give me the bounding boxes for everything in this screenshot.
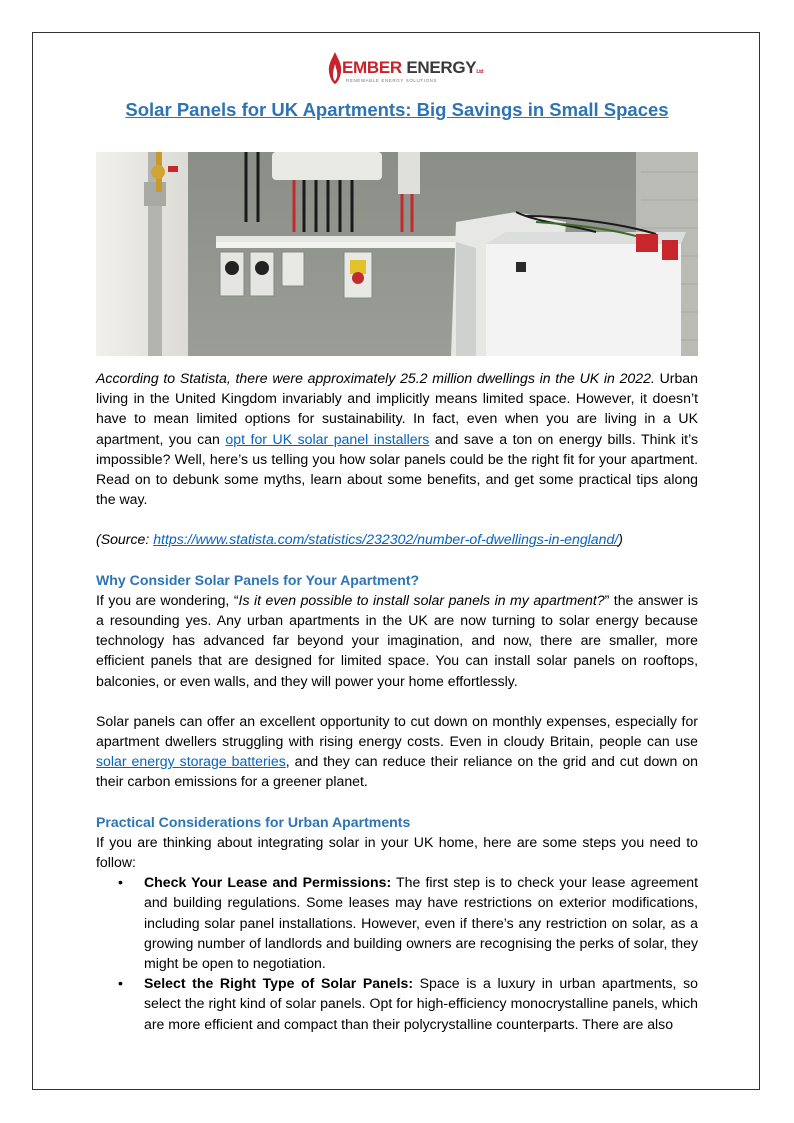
page-title[interactable]: Solar Panels for UK Apartments: Big Savings in Small Spaces	[125, 99, 669, 120]
storage-batteries-link[interactable]: solar energy storage batteries	[96, 753, 286, 770]
source-line	[96, 529, 698, 549]
considerations-list	[96, 872, 698, 1034]
brand-suffix: Ltd	[476, 69, 484, 75]
why-paragraph-2	[96, 711, 698, 792]
solar-installers-link[interactable]: opt for UK solar panel installers	[225, 430, 430, 447]
why-paragraph-1	[96, 590, 698, 691]
list-item	[96, 872, 698, 973]
list-item-title: Check Your Lease and Permissions:	[144, 874, 392, 891]
source-prefix: (Source:	[96, 531, 154, 548]
why-p1-question: Is it even possible to install solar panels in my apartment?	[238, 591, 605, 608]
list-item	[96, 973, 698, 1034]
intro-text-2: and save a ton on energy bills. Think it’s impossible? Well, here’s us telling you how solar panels could be the right fit for your apartment. Read on to debunk some myths, learn about some benefits, and get some practical tips along the way.	[96, 430, 698, 508]
brand-tagline: RENEWABLE ENERGY SOLUTIONS	[346, 78, 438, 83]
list-item-text: Space is a luxury in urban apartments, so select the right kind of solar panels. Opt for high-efficiency monocrystalline panels, which are more efficient and compact than their polycrystalline counterparts. There are also	[144, 975, 698, 1032]
bullet-icon: •	[118, 874, 123, 891]
section-heading-practical: Practical Considerations for Urban Apartments	[96, 813, 411, 830]
article-body	[96, 368, 698, 1034]
bullet-icon: •	[118, 975, 123, 992]
section-heading-why: Why Consider Solar Panels for Your Apartment?	[96, 571, 420, 588]
why-p2-text-a: Solar panels can offer an excellent opportunity to cut down on monthly expenses, especially for apartment dwellers struggling with rising energy costs. Even in cloudy Britain, people can use	[96, 712, 698, 750]
brand-name-part1: EMBER	[342, 58, 402, 77]
brand-name	[342, 58, 483, 78]
why-p2-text-b: , and they can reduce their reliance on the grid and cut down on their carbon emissions for a greener planet.	[96, 753, 698, 790]
source-suffix: )	[618, 531, 623, 548]
source-link[interactable]: https://www.statista.com/statistics/232302/number-of-dwellings-in-england/	[153, 531, 619, 548]
intro-paragraph	[96, 368, 698, 509]
brand-name-part2: ENERGY	[406, 58, 477, 77]
why-p1-text-b: ” the answer is a resounding yes. Any urban apartments in the UK are now turning to solar energy because technology has advanced far beyond your imagination, and now, there are smaller, more efficient panels that are designed for limited space. You can install solar panels on rooftops, balconies, or even walls, and they will power your home effortlessly.	[96, 591, 698, 689]
flame-icon	[328, 52, 342, 84]
practical-intro: If you are thinking about integrating solar in your UK home, here are some steps you need to follow:	[96, 833, 698, 871]
list-item-title: Select the Right Type of Solar Panels:	[144, 975, 414, 992]
solar-battery-installation-photo	[96, 152, 698, 356]
why-p1-text-a: If you are wondering, “	[96, 591, 239, 608]
intro-text-1: Urban living in the United Kingdom invariably and implicitly means limited space. However, it doesn’t have to mean limited options for sustainability. In fact, even when you are living in a UK apartment, you can	[96, 370, 698, 447]
brand-logo[interactable]	[328, 52, 484, 86]
intro-statistic: According to Statista, there were approximately 25.2 million dwellings in the UK in 2022.	[96, 370, 655, 386]
list-item-text: The first step is to check your lease agreement and building regulations. Some leases may have restrictions on exterior modifications, including solar panel installations. However, even if there’s any restriction on solar, as a growing number of landlords and building owners are recognising the perks of solar, they might be open to negotiation.	[144, 874, 698, 972]
